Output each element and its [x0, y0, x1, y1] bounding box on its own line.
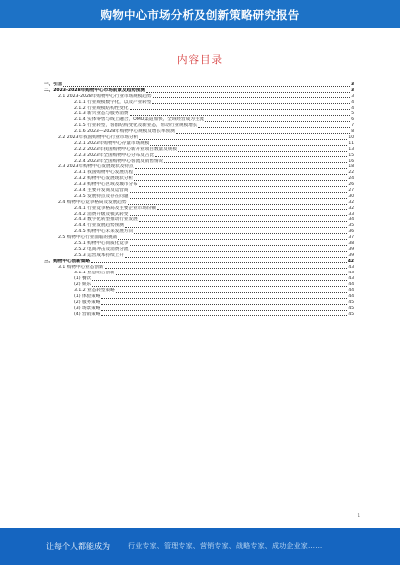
toc-entry-page: 22: [348, 170, 354, 176]
toc-dot-leader: [105, 268, 348, 269]
toc-dot-leader: [146, 92, 350, 93]
toc-entry-title: 2.4.2 消费升级及模式转变: [74, 211, 129, 217]
toc-entry-title: 2.1.4 实体零售与线上融合，OMO渠道加快，全域经营成为主流: [74, 117, 205, 123]
toc-entry-title: 2.2.2 2023年我国购物中心新开业项目数量及规模: [74, 146, 177, 152]
toc-entry-page: 44: [348, 294, 354, 300]
toc-entry-page: 11: [348, 140, 354, 146]
toc-entry-page: 13: [348, 146, 354, 152]
toc-dot-leader: [139, 221, 348, 222]
toc-entry-page: 27: [348, 188, 354, 194]
footer-slogan: 让每个人都能成为: [46, 542, 110, 551]
toc-entry-title: 2.3 2023年购物中心发展现状及特点: [58, 164, 134, 170]
toc-dot-leader: [152, 103, 350, 104]
page-number: 1: [357, 513, 360, 518]
toc-entry-page: 5: [351, 111, 354, 117]
toc-dot-leader: [116, 274, 348, 275]
toc-entry-title: 2.3.1 我国购物中心发展历程: [74, 170, 134, 176]
document-title: 购物中心市场分析及创新策略研究报告: [100, 8, 300, 22]
toc-entry-title: 2.4.4 行业发展趋势预测: [74, 223, 124, 229]
toc-entry-page: 3: [350, 82, 354, 87]
table-of-contents: [44, 82, 354, 318]
toc-dot-leader: [178, 151, 347, 152]
toc-dot-leader: [101, 304, 347, 305]
toc-dot-leader: [92, 280, 347, 281]
toc-entry-page: 15: [348, 152, 354, 158]
toc-entry[interactable]: [44, 312, 354, 318]
toc-entry-page: 43: [348, 264, 354, 270]
toc-entry-title: 2.3.5 发展特点及存在问题: [74, 193, 129, 199]
toc-dot-leader: [198, 127, 350, 128]
toc-dot-leader: [164, 162, 347, 163]
toc-dot-leader: [130, 109, 351, 110]
toc-dot-leader: [125, 257, 348, 258]
toc-entry-page: 30: [348, 193, 354, 199]
page-header-bar: [0, 0, 400, 28]
toc-entry-title: 3.1.2 业态转型策略: [74, 288, 115, 294]
toc-entry-title: 三、购物中心创新策略: [44, 258, 90, 264]
toc-dot-leader: [101, 298, 347, 299]
toc-dot-leader: [155, 156, 347, 157]
toc-entry-title: 2.2.4 2023年全国购物中心客流及销售情况: [74, 158, 164, 164]
toc-entry-title: 3.1 购物中心业态创新: [58, 264, 104, 270]
toc-entry-page: 38: [348, 241, 354, 247]
toc-entry-title: (3) 场景策略: [74, 305, 101, 311]
toc-dot-leader: [130, 192, 348, 193]
toc-entry-page: 3: [350, 87, 354, 93]
toc-dot-leader: [130, 251, 348, 252]
toc-dot-leader: [134, 233, 347, 234]
toc-dot-leader: [139, 139, 347, 140]
toc-entry-page: 36: [348, 229, 354, 235]
toc-entry-title: 2.1.2 行业规模结构性变化: [74, 105, 129, 111]
toc-entry-title: 2.4.1 行业竞争格局及主要企业市场份额: [74, 205, 157, 211]
toc-entry-page: 39: [348, 252, 354, 258]
footer-roles: 行业专家、管理专家、营销专家、战略专家、成功企业家……: [128, 542, 323, 550]
toc-entry-page: 42: [347, 258, 354, 264]
toc-entry-title: 2.1.3 新兴业态与服务消费: [74, 111, 129, 117]
toc-entry-page: 34: [348, 217, 354, 223]
toc-entry-title: 2.5.3 运营成本持续上升: [74, 252, 124, 258]
toc-entry-title: 3.1.1 业态组合创新: [74, 270, 115, 276]
toc-entry-title: 2.5.1 购物中心同质化竞争: [74, 241, 129, 247]
toc-dot-leader: [116, 292, 348, 293]
toc-entry-title: (1) 体验策略: [74, 294, 101, 300]
toc-entry-page: 45: [348, 305, 354, 311]
toc-dot-leader: [135, 168, 348, 169]
toc-entry-title: (2) 服务策略: [74, 299, 101, 305]
toc-entry-page: 3: [351, 93, 354, 99]
toc-entry-page: 18: [348, 164, 354, 170]
toc-entry-title: 2.4 购物中心竞争格局及发展趋势: [58, 199, 127, 205]
toc-entry-page: 16: [348, 158, 354, 164]
toc-entry-page: 26: [348, 182, 354, 188]
toc-entry-page: 4: [351, 99, 354, 105]
toc-dot-leader: [101, 310, 347, 311]
toc-entry-title: 2.2 2023年我国购物中心行业市场分析: [58, 135, 139, 140]
toc-dot-leader: [125, 227, 348, 228]
toc-entry-page: 8: [351, 129, 354, 135]
toc-entry-title: 2.3.2 购物中心发展现状分析: [74, 176, 134, 182]
toc-entry-title: 2.3.4 主要开发商及运营商: [74, 188, 129, 194]
toc-entry-title: 二、2023-2028年购物中心市场前景及趋势预测: [44, 87, 145, 93]
footer-bar: [0, 528, 400, 565]
toc-entry-title: 2.1.1 行业规模数字化，以及产业转型: [74, 99, 152, 105]
toc-dot-leader: [101, 315, 347, 316]
toc-dot-leader: [118, 239, 347, 240]
toc-entry-title: (2) 娱乐: [74, 282, 92, 288]
toc-entry-page: 45: [348, 299, 354, 305]
toc-dot-leader: [150, 145, 347, 146]
toc-dot-leader: [92, 286, 347, 287]
toc-dot-leader: [130, 198, 348, 199]
toc-entry-page: 37: [348, 235, 354, 241]
toc-entry-page: 24: [348, 176, 354, 182]
toc-dot-leader: [139, 186, 348, 187]
toc-dot-leader: [134, 174, 347, 175]
toc-entry-title: 2.1.6 2023—2028年购物中心规模及增长率预测: [74, 129, 175, 135]
toc-entry-title: 2.1.5 行业转型，客群结构变化及新业态，带动行业规模增长: [74, 123, 198, 129]
toc-dot-leader: [153, 97, 351, 98]
toc-entry-page: 33: [348, 211, 354, 217]
toc-entry-page: 45: [348, 311, 354, 317]
toc-dot-leader: [157, 209, 347, 210]
toc-entry-page: 43: [348, 270, 354, 276]
toc-entry-title: 2.3.3 购物中心区域及城市分布: [74, 182, 138, 188]
toc-dot-leader: [176, 133, 350, 134]
toc-dot-leader: [63, 86, 350, 87]
toc-entry-title: 2.4.3 数字化转型推动行业发展: [74, 217, 138, 223]
toc-entry-title: 一、引言: [44, 82, 63, 87]
toc-entry-title: (1) 餐饮: [74, 276, 92, 282]
toc-entry-page: 4: [351, 105, 354, 111]
toc-dot-leader: [91, 262, 347, 263]
toc-entry-title: 2.1 2023-2028年购物中心行业市场规模趋势: [58, 93, 152, 99]
toc-entry-title: 2.2.3 2023年全国购物中心分布及占比: [74, 152, 154, 158]
toc-entry-title: 2.4.5 购物中心未来发展方向: [74, 229, 134, 235]
toc-entry-title: (4) 营销策略: [74, 311, 101, 317]
toc-entry-page: 32: [348, 199, 354, 205]
toc-heading: 内容目录: [177, 54, 223, 66]
toc-dot-leader: [130, 115, 351, 116]
toc-entry-page: 6: [351, 117, 354, 123]
toc-dot-leader: [130, 215, 348, 216]
toc-entry-page: 39: [348, 246, 354, 252]
toc-dot-leader: [205, 121, 350, 122]
toc-entry-page: 7: [351, 123, 354, 129]
toc-entry-page: 43: [348, 276, 354, 282]
toc-entry-page: 10: [348, 135, 354, 140]
toc-dot-leader: [134, 180, 347, 181]
toc-dot-leader: [130, 245, 348, 246]
toc-entry-page: 35: [348, 223, 354, 229]
toc-entry-title: 2.5.2 电商冲击及消费分流: [74, 246, 129, 252]
toc-entry-page: 44: [348, 288, 354, 294]
toc-dot-leader: [128, 204, 348, 205]
toc-entry-title: 2.2.1 2023年购物中心存量市场规模: [74, 140, 150, 146]
toc-entry-page: 32: [348, 205, 354, 211]
toc-entry-title: 2.5 购物中心行业面临的挑战: [58, 235, 118, 241]
toc-entry-page: 44: [348, 282, 354, 288]
